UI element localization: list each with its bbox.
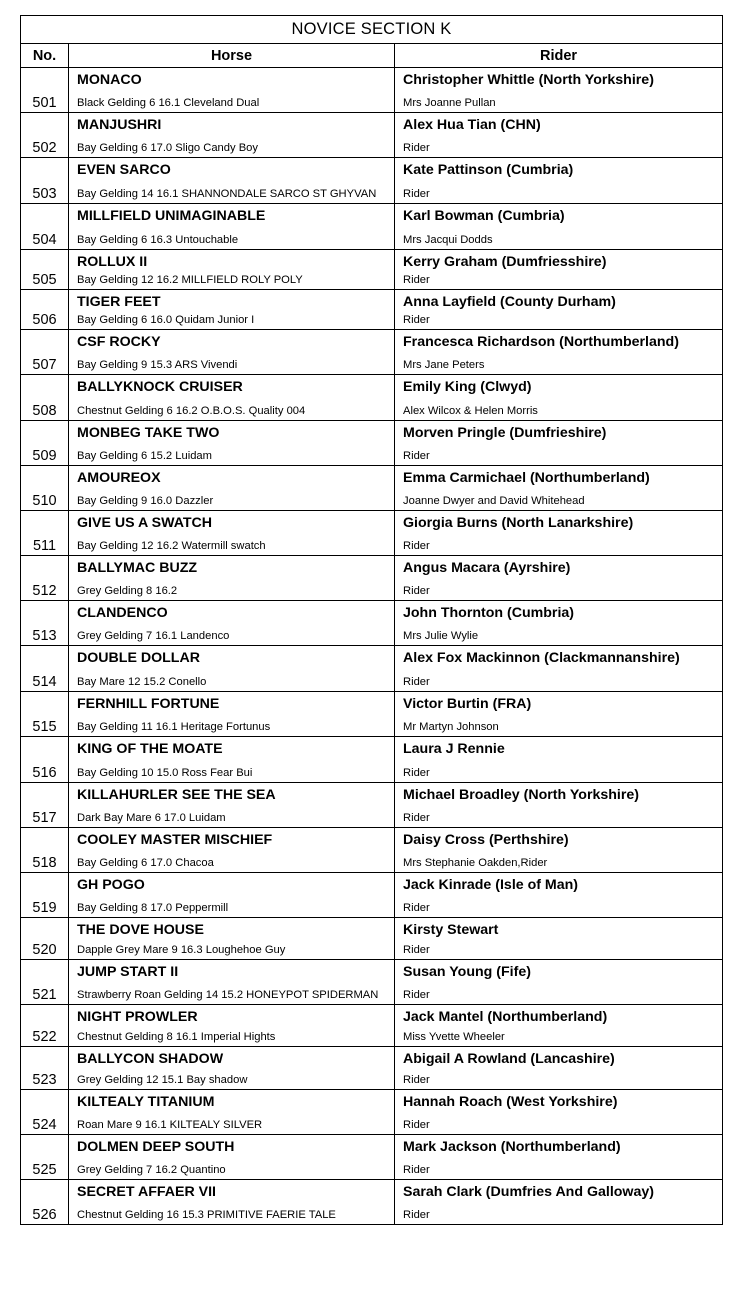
table-row xyxy=(21,204,723,250)
horse-cell xyxy=(69,204,395,250)
horse-details: Grey Gelding 7 16.1 Landenco xyxy=(77,630,230,642)
rider-name: John Thornton (Cumbria) xyxy=(403,605,575,621)
entry-number: 506 xyxy=(21,290,69,330)
entry-number: 525 xyxy=(21,1135,69,1180)
entry-number: 519 xyxy=(21,873,69,918)
rider-cell xyxy=(395,692,723,737)
header-row xyxy=(21,44,723,68)
owner-name: Rider xyxy=(403,1119,430,1131)
horse-name: EVEN SARCO xyxy=(77,162,171,178)
rider-name: Anna Layfield (County Durham) xyxy=(403,294,616,310)
horse-name: JUMP START II xyxy=(77,964,179,980)
rider-cell xyxy=(395,828,723,873)
owner-name: Mrs Jane Peters xyxy=(403,359,485,371)
owner-name: Rider xyxy=(403,812,430,824)
horse-cell xyxy=(69,250,395,290)
rider-cell xyxy=(395,918,723,960)
horse-details: Bay Gelding 6 17.0 Chacoa xyxy=(77,857,214,869)
owner-name: Rider xyxy=(403,676,430,688)
horse-name: GIVE US A SWATCH xyxy=(77,515,213,531)
rider-cell xyxy=(395,113,723,158)
horse-details: Bay Gelding 6 17.0 Sligo Candy Boy xyxy=(77,142,258,154)
entry-number: 520 xyxy=(21,918,69,960)
rider-name: Hannah Roach (West Yorkshire) xyxy=(403,1094,618,1110)
rider-name: Emma Carmichael (Northumberland) xyxy=(403,470,650,486)
horse-cell xyxy=(69,601,395,646)
horse-cell xyxy=(69,828,395,873)
horse-name: NIGHT PROWLER xyxy=(77,1009,198,1025)
table-row xyxy=(21,1047,723,1090)
rider-name: Michael Broadley (North Yorkshire) xyxy=(403,787,639,803)
owner-name: Rider xyxy=(403,450,430,462)
entry-number: 511 xyxy=(21,511,69,556)
rider-name: Kirsty Stewart xyxy=(403,922,499,938)
rider-cell xyxy=(395,873,723,918)
table-row xyxy=(21,250,723,290)
rider-cell xyxy=(395,1090,723,1135)
owner-name: Alex Wilcox & Helen Morris xyxy=(403,405,538,417)
horse-cell xyxy=(69,158,395,204)
entry-number: 515 xyxy=(21,692,69,737)
entry-number: 516 xyxy=(21,737,69,783)
rider-name: Kerry Graham (Dumfriesshire) xyxy=(403,254,607,270)
horse-name: ROLLUX II xyxy=(77,254,148,270)
table-row xyxy=(21,737,723,783)
horse-cell xyxy=(69,421,395,466)
horse-name: KILLAHURLER SEE THE SEA xyxy=(77,787,276,803)
horse-name: CLANDENCO xyxy=(77,605,168,621)
owner-name: Rider xyxy=(403,314,430,326)
horse-name: DOLMEN DEEP SOUTH xyxy=(77,1139,235,1155)
horse-name: BALLYMAC BUZZ xyxy=(77,560,198,576)
entry-number: 523 xyxy=(21,1047,69,1090)
entry-number: 501 xyxy=(21,68,69,113)
table-row xyxy=(21,290,723,330)
horse-cell xyxy=(69,330,395,375)
horse-name: MONACO xyxy=(77,72,142,88)
table-row xyxy=(21,1005,723,1047)
horse-cell xyxy=(69,113,395,158)
horse-details: Bay Mare 12 15.2 Conello xyxy=(77,676,207,688)
rider-cell xyxy=(395,511,723,556)
entry-number: 526 xyxy=(21,1180,69,1225)
rider-cell xyxy=(395,375,723,421)
owner-name: Joanne Dwyer and David Whitehead xyxy=(403,495,585,507)
rider-name: Morven Pringle (Dumfrieshire) xyxy=(403,425,607,441)
rider-cell xyxy=(395,158,723,204)
rider-name: Angus Macara (Ayrshire) xyxy=(403,560,571,576)
horse-details: Bay Gelding 11 16.1 Heritage Fortunus xyxy=(77,721,271,733)
table-row xyxy=(21,511,723,556)
table-row xyxy=(21,421,723,466)
horse-name: COOLEY MASTER MISCHIEF xyxy=(77,832,273,848)
rider-name: Alex Fox Mackinnon (Clackmannanshire) xyxy=(403,650,680,666)
rider-name: Christopher Whittle (North Yorkshire) xyxy=(403,72,654,88)
table-row xyxy=(21,556,723,601)
owner-name: Mrs Jacqui Dodds xyxy=(403,234,493,246)
horse-name: DOUBLE DOLLAR xyxy=(77,650,200,666)
entry-number: 502 xyxy=(21,113,69,158)
horse-cell xyxy=(69,737,395,783)
table-row xyxy=(21,158,723,204)
table-row xyxy=(21,783,723,828)
rider-name: Daisy Cross (Perthshire) xyxy=(403,832,569,848)
rider-name: Laura J Rennie xyxy=(403,741,505,757)
rider-cell xyxy=(395,1180,723,1225)
column-header-no: No. xyxy=(21,44,69,68)
rider-name: Jack Kinrade (Isle of Man) xyxy=(403,877,579,893)
horse-name: CSF ROCKY xyxy=(77,334,161,350)
horse-cell xyxy=(69,1047,395,1090)
horse-name: TIGER FEET xyxy=(77,294,161,310)
entry-number: 518 xyxy=(21,828,69,873)
entry-number: 517 xyxy=(21,783,69,828)
rider-name: Sarah Clark (Dumfries And Galloway) xyxy=(403,1184,654,1200)
rider-cell xyxy=(395,68,723,113)
entry-number: 521 xyxy=(21,960,69,1005)
owner-name: Rider xyxy=(403,989,430,1001)
horse-name: GH POGO xyxy=(77,877,145,893)
rider-cell xyxy=(395,601,723,646)
entry-number: 505 xyxy=(21,250,69,290)
horse-details: Chestnut Gelding 8 16.1 Imperial Hights xyxy=(77,1031,276,1043)
table-row xyxy=(21,1090,723,1135)
rider-cell xyxy=(395,1005,723,1047)
horse-cell xyxy=(69,511,395,556)
horse-cell xyxy=(69,646,395,692)
rider-cell xyxy=(395,1047,723,1090)
horse-cell xyxy=(69,290,395,330)
horse-name: AMOUREOX xyxy=(77,470,161,486)
owner-name: Rider xyxy=(403,902,430,914)
owner-name: Rider xyxy=(403,142,430,154)
horse-name: MILLFIELD UNIMAGINABLE xyxy=(77,208,266,224)
entry-number: 503 xyxy=(21,158,69,204)
horse-details: Bay Gelding 6 16.0 Quidam Junior I xyxy=(77,314,255,326)
horse-cell xyxy=(69,783,395,828)
table-row xyxy=(21,1180,723,1225)
rider-name: Mark Jackson (Northumberland) xyxy=(403,1139,621,1155)
table-row xyxy=(21,375,723,421)
entry-number: 512 xyxy=(21,556,69,601)
owner-name: Mrs Stephanie Oakden,Rider xyxy=(403,857,548,869)
rider-cell xyxy=(395,330,723,375)
table-row xyxy=(21,692,723,737)
owner-name: Mrs Julie Wylie xyxy=(403,630,479,642)
horse-name: THE DOVE HOUSE xyxy=(77,922,204,938)
entry-number: 504 xyxy=(21,204,69,250)
entry-number: 522 xyxy=(21,1005,69,1047)
rider-cell xyxy=(395,783,723,828)
owner-name: Rider xyxy=(403,1209,430,1221)
horse-cell xyxy=(69,918,395,960)
table-row xyxy=(21,646,723,692)
horse-cell xyxy=(69,1090,395,1135)
table-row xyxy=(21,873,723,918)
entry-number: 507 xyxy=(21,330,69,375)
horse-name: KILTEALY TITANIUM xyxy=(77,1094,215,1110)
owner-name: Rider xyxy=(403,1164,430,1176)
table-row xyxy=(21,466,723,511)
table-row xyxy=(21,113,723,158)
rider-name: Alex Hua Tian (CHN) xyxy=(403,117,541,133)
rider-cell xyxy=(395,250,723,290)
rider-cell xyxy=(395,960,723,1005)
owner-name: Rider xyxy=(403,540,430,552)
horse-name: BALLYKNOCK CRUISER xyxy=(77,379,243,395)
horse-cell xyxy=(69,1005,395,1047)
rider-name: Giorgia Burns (North Lanarkshire) xyxy=(403,515,634,531)
horse-cell xyxy=(69,68,395,113)
rider-name: Emily King (Clwyd) xyxy=(403,379,532,395)
horse-details: Roan Mare 9 16.1 KILTEALY SILVER xyxy=(77,1119,263,1131)
owner-name: Mrs Joanne Pullan xyxy=(403,97,496,109)
horse-cell xyxy=(69,1135,395,1180)
column-header-rider: Rider xyxy=(395,44,723,68)
horse-cell xyxy=(69,556,395,601)
horse-cell xyxy=(69,1180,395,1225)
entry-number: 508 xyxy=(21,375,69,421)
rider-name: Victor Burtin (FRA) xyxy=(403,696,532,712)
horse-name: MONBEG TAKE TWO xyxy=(77,425,220,441)
horse-details: Strawberry Roan Gelding 14 15.2 HONEYPOT SPIDERMAN xyxy=(77,989,379,1001)
rider-name: Karl Bowman (Cumbria) xyxy=(403,208,565,224)
horse-details: Grey Gelding 12 15.1 Bay shadow xyxy=(77,1074,248,1086)
horse-details: Grey Gelding 7 16.2 Quantino xyxy=(77,1164,226,1176)
horse-details: Dark Bay Mare 6 17.0 Luidam xyxy=(77,812,226,824)
owner-name: Rider xyxy=(403,585,430,597)
rider-name: Kate Pattinson (Cumbria) xyxy=(403,162,574,178)
horse-details: Bay Gelding 12 16.2 MILLFIELD ROLY POLY xyxy=(77,274,303,286)
horse-details: Bay Gelding 9 15.3 ARS Vivendi xyxy=(77,359,238,371)
table-row xyxy=(21,68,723,113)
section-title: NOVICE SECTION K xyxy=(21,16,723,44)
table-row xyxy=(21,1135,723,1180)
entries-table xyxy=(20,15,723,1225)
horse-details: Bay Gelding 14 16.1 SHANNONDALE SARCO ST GHYVAN xyxy=(77,188,377,200)
entry-number: 514 xyxy=(21,646,69,692)
rider-name: Susan Young (Fife) xyxy=(403,964,531,980)
horse-name: KING OF THE MOATE xyxy=(77,741,223,757)
horse-details: Grey Gelding 8 16.2 xyxy=(77,585,178,597)
horse-cell xyxy=(69,692,395,737)
rider-cell xyxy=(395,1135,723,1180)
table-row xyxy=(21,960,723,1005)
entry-number: 510 xyxy=(21,466,69,511)
owner-name: Rider xyxy=(403,188,430,200)
horse-details: Dapple Grey Mare 9 16.3 Loughehoe Guy xyxy=(77,944,286,956)
rider-cell xyxy=(395,290,723,330)
horse-name: BALLYCON SHADOW xyxy=(77,1051,224,1067)
horse-details: Bay Gelding 8 17.0 Peppermill xyxy=(77,902,229,914)
entry-number: 509 xyxy=(21,421,69,466)
horse-details: Chestnut Gelding 16 15.3 PRIMITIVE FAERIE TALE xyxy=(77,1209,336,1221)
rider-cell xyxy=(395,556,723,601)
table-row xyxy=(21,601,723,646)
rider-name: Jack Mantel (Northumberland) xyxy=(403,1009,608,1025)
rider-name: Abigail A Rowland (Lancashire) xyxy=(403,1051,615,1067)
horse-details: Bay Gelding 9 16.0 Dazzler xyxy=(77,495,214,507)
horse-details: Bay Gelding 12 16.2 Watermill swatch xyxy=(77,540,266,552)
horse-cell xyxy=(69,960,395,1005)
horse-details: Bay Gelding 6 16.3 Untouchable xyxy=(77,234,239,246)
horse-details: Chestnut Gelding 6 16.2 O.B.O.S. Quality 004 xyxy=(77,405,306,417)
horse-cell xyxy=(69,466,395,511)
owner-name: Rider xyxy=(403,944,430,956)
horse-details: Black Gelding 6 16.1 Cleveland Dual xyxy=(77,97,260,109)
rider-cell xyxy=(395,204,723,250)
owner-name: Rider xyxy=(403,274,430,286)
horse-details: Bay Gelding 6 15.2 Luidam xyxy=(77,450,212,462)
entries-body xyxy=(21,68,723,1225)
owner-name: Miss Yvette Wheeler xyxy=(403,1031,505,1043)
rider-name: Francesca Richardson (Northumberland) xyxy=(403,334,679,350)
rider-cell xyxy=(395,421,723,466)
horse-cell xyxy=(69,873,395,918)
owner-name: Mr Martyn Johnson xyxy=(403,721,499,733)
horse-details: Bay Gelding 10 15.0 Ross Fear Bui xyxy=(77,767,253,779)
owner-name: Rider xyxy=(403,767,430,779)
column-header-horse: Horse xyxy=(69,44,395,68)
table-row xyxy=(21,918,723,960)
table-row xyxy=(21,828,723,873)
horse-name: FERNHILL FORTUNE xyxy=(77,696,220,712)
table-row xyxy=(21,330,723,375)
entry-number: 513 xyxy=(21,601,69,646)
rider-cell xyxy=(395,466,723,511)
rider-cell xyxy=(395,737,723,783)
horse-name: MANJUSHRI xyxy=(77,117,162,133)
horse-cell xyxy=(69,375,395,421)
owner-name: Rider xyxy=(403,1074,430,1086)
rider-cell xyxy=(395,646,723,692)
entry-number: 524 xyxy=(21,1090,69,1135)
horse-name: SECRET AFFAER VII xyxy=(77,1184,216,1200)
